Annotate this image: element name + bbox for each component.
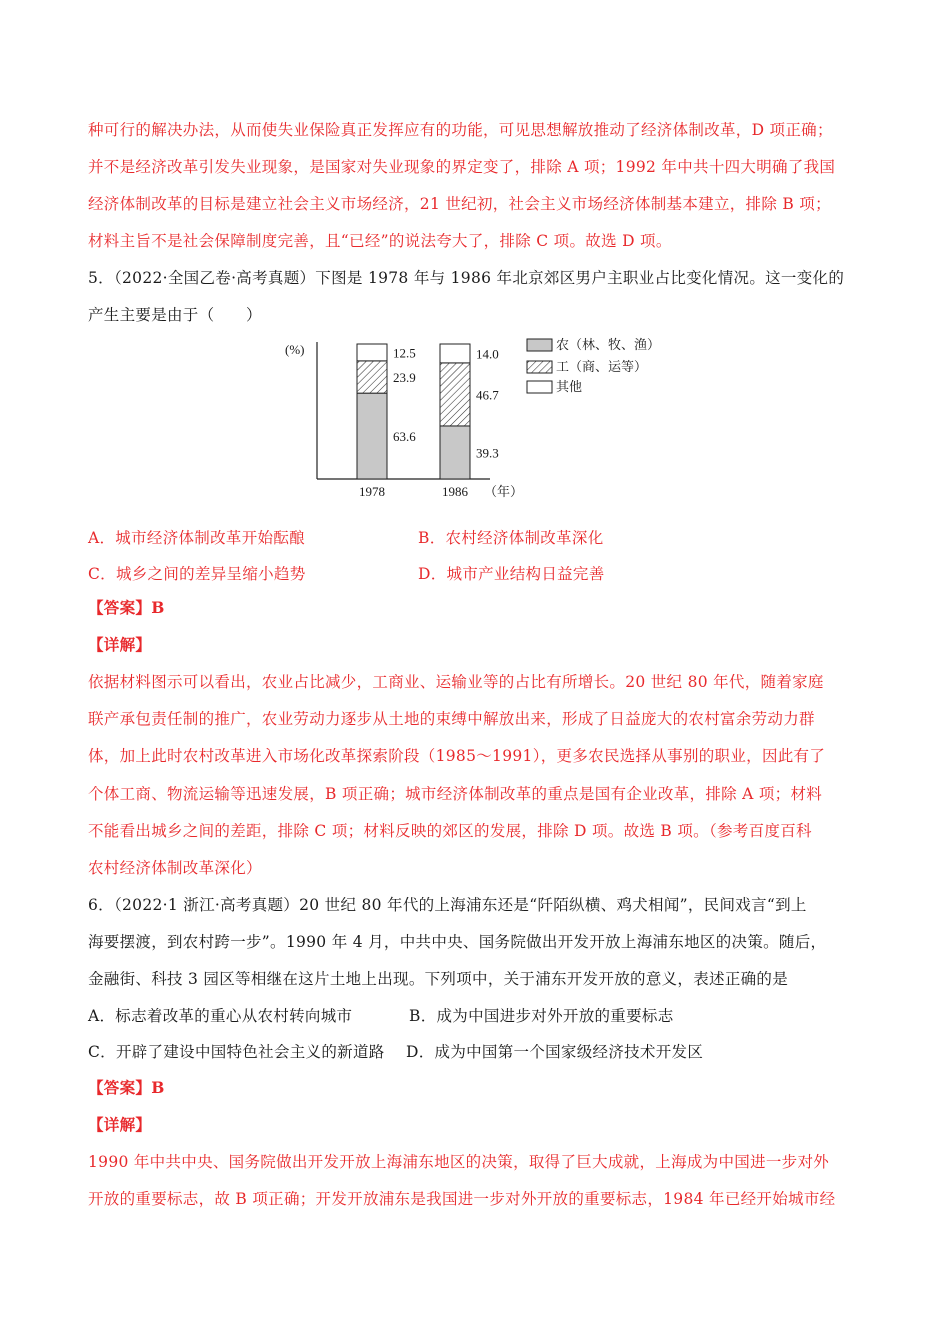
q5-detail-line: 个体工商、物流运输等迅速发展，B 项正确；城市经济体制改革的重点是国有企业改革，排除 A 项；材料 — [88, 785, 823, 803]
bar-segment-1986-other — [440, 344, 470, 363]
q5-detail-label: 【详解】 — [88, 635, 152, 654]
bars — [357, 344, 499, 499]
q6-detail-line: 1990 年中共中央、国务院做出开发开放上海浦东地区的决策，取得了巨大成就，上海成为中国进一步对外 — [88, 1153, 830, 1171]
y-axis-label: (%) — [285, 342, 305, 357]
q6-answer: 【答案】B — [88, 1078, 165, 1097]
q6-stem-line: 6．（2022·1 浙江·高考真题）20 世纪 80 年代的上海浦东还是“阡陌纵横、鸡犬相闻”，民间戏言“到上 — [88, 896, 807, 914]
legend-swatch-other — [527, 381, 552, 393]
q6-option-c: C．开辟了建设中国特色社会主义的新道路 — [88, 1043, 385, 1061]
stacked-bar-chart — [280, 334, 680, 506]
q5-detail-line: 不能看出城乡之间的差距，排除 C 项；材料反映的郊区的发展，排除 D 项。故选 B 项。（参考百度百科 — [88, 822, 812, 840]
data-label-1978-agriculture: 63.6 — [393, 429, 416, 445]
x-unit-label: （年） — [484, 484, 524, 499]
q5-detail-line: 农村经济体制改革深化） — [88, 859, 262, 877]
legend-label-other: 其他 — [556, 379, 583, 394]
legend-swatch-agriculture — [527, 339, 552, 351]
legend — [527, 337, 660, 394]
x-tick-label-1978: 1978 — [359, 484, 385, 499]
data-label-1978-other: 12.5 — [393, 345, 416, 361]
bar-segment-1986-industry — [440, 363, 470, 426]
q6-detail-label: 【详解】 — [88, 1115, 152, 1134]
bar-segment-1986-agriculture — [440, 426, 470, 479]
q5-option-d: D．城市产业结构日益完善 — [418, 565, 605, 583]
legend-swatch-industry — [527, 361, 552, 373]
legend-label-agriculture: 农（林、牧、渔） — [556, 337, 661, 352]
bar-segment-1978-other — [357, 344, 387, 361]
q6-option-d: D．成为中国第一个国家级经济技术开发区 — [406, 1043, 704, 1061]
data-label-1986-agriculture: 39.3 — [476, 445, 499, 461]
q5-stem-line: 产生主要是由于（ ） — [88, 306, 262, 324]
q4-detail-line: 并不是经济改革引发失业现象，是国家对失业现象的界定变了，排除 A 项；1992 年中共十四大明确了我国 — [88, 158, 836, 176]
q4-detail-line: 材料主旨不是社会保障制度完善，且“已经”的说法夸大了，排除 C 项。故选 D 项。 — [88, 232, 672, 250]
data-label-1986-industry: 46.7 — [476, 387, 499, 403]
bar-segment-1978-agriculture — [357, 393, 387, 479]
q5-stem-line: 5．（2022·全国乙卷·高考真题）下图是 1978 年与 1986 年北京郊区男户主职业占比变化情况。这一变化的 — [88, 269, 845, 287]
q5-answer: 【答案】B — [88, 598, 165, 617]
q5-option-a: A．城市经济体制改革开始酝酿 — [88, 529, 305, 547]
q5-option-b: B．农村经济体制改革深化 — [418, 529, 604, 547]
q6-stem-line: 金融街、科技 3 园区等相继在这片土地上出现。下列项中，关于浦东开发开放的意义，表述正确的是 — [88, 970, 789, 988]
q6-option-a: A．标志着改革的重心从农村转向城市 — [88, 1007, 353, 1025]
q6-stem-line: 海要摆渡，到农村跨一步”。1990 年 4 月，中共中央、国务院做出开发开放上海浦东地区的决策。随后， — [88, 933, 827, 951]
q4-detail-line: 经济体制改革的目标是建立社会主义市场经济，21 世纪初，社会主义市场经济体制基本建立，排除 B 项； — [88, 195, 831, 213]
q5-option-c: C．城乡之间的差异呈缩小趋势 — [88, 565, 306, 583]
q6-detail-line: 开放的重要标志，故 B 项正确；开发开放浦东是我国进一步对外开放的重要标志，1984 年已经开始城市经 — [88, 1190, 836, 1208]
q6-option-b: B．成为中国进步对外开放的重要标志 — [409, 1007, 674, 1025]
bar-segment-1978-industry — [357, 361, 387, 393]
legend-label-industry: 工（商、运等） — [556, 359, 648, 374]
q4-detail-line: 种可行的解决办法，从而使失业保险真正发挥应有的功能，可见思想解放推动了经济体制改革，D 项正确； — [88, 121, 833, 139]
q5-detail-line: 依据材料图示可以看出，农业占比减少，工商业、运输业等的占比有所增长。20 世纪 80 年代，随着家庭 — [88, 673, 824, 691]
q5-detail-line: 体，加上此时农村改革进入市场化改革探索阶段（1985～1991），更多农民选择从事别的职业，因此有了 — [88, 747, 826, 765]
q5-detail-line: 联产承包责任制的推广，农业劳动力逐步从土地的束缚中解放出来，形成了日益庞大的农村富余劳动力群 — [88, 710, 815, 728]
x-tick-label-1986: 1986 — [442, 484, 468, 499]
data-label-1986-other: 14.0 — [476, 346, 499, 362]
data-label-1978-industry: 23.9 — [393, 370, 416, 386]
